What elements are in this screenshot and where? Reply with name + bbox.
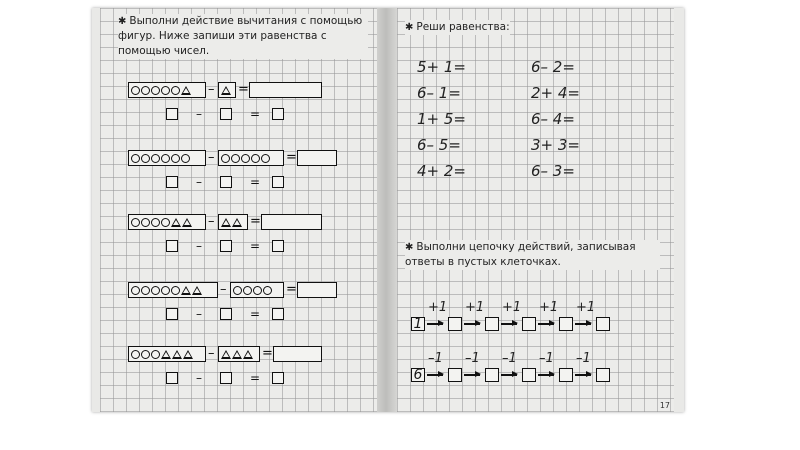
number-box-subtrahend bbox=[220, 240, 232, 252]
number-box-result bbox=[272, 176, 284, 188]
left-page bbox=[100, 8, 377, 412]
number-minus-sign: – bbox=[196, 307, 202, 321]
circle-shape-icon bbox=[141, 154, 150, 163]
circle-shape-icon bbox=[131, 154, 140, 163]
equals-sign: = bbox=[286, 150, 297, 165]
book-spine bbox=[377, 8, 397, 412]
number-box-subtrahend bbox=[220, 372, 232, 384]
number-minus-sign: – bbox=[196, 107, 202, 121]
subtrahend-figure-bar bbox=[218, 150, 284, 166]
circle-shape-icon bbox=[141, 286, 150, 295]
circle-shape-icon bbox=[251, 154, 260, 163]
number-box-minuend bbox=[166, 372, 178, 384]
chain-minus-arrow bbox=[538, 374, 554, 376]
number-minus-sign: – bbox=[196, 371, 202, 385]
circle-shape-icon bbox=[131, 350, 140, 359]
number-box-minuend bbox=[166, 308, 178, 320]
circle-shape-icon bbox=[261, 154, 270, 163]
circle-shape-icon bbox=[131, 286, 140, 295]
number-box-result bbox=[272, 372, 284, 384]
chain-minus-answer-box bbox=[596, 368, 610, 382]
circle-shape-icon bbox=[241, 154, 250, 163]
equals-sign: = bbox=[286, 282, 297, 297]
number-box-subtrahend bbox=[220, 176, 232, 188]
minuend-figure-bar bbox=[128, 282, 218, 298]
chain-minus-start-box: 6 bbox=[411, 368, 425, 382]
number-equals-sign: = bbox=[250, 175, 261, 189]
equation-left-4: 6– 5= bbox=[417, 136, 461, 154]
triangle-shape-icon bbox=[243, 350, 253, 359]
chain-plus-arrow bbox=[464, 323, 480, 325]
chain-plus-answer-box bbox=[559, 317, 573, 331]
number-box-minuend bbox=[166, 108, 178, 120]
right-page bbox=[397, 8, 674, 412]
circle-shape-icon bbox=[131, 86, 140, 95]
triangle-shape-icon bbox=[181, 286, 191, 295]
equation-left-1: 5+ 1= bbox=[417, 58, 466, 76]
number-minus-sign: – bbox=[196, 175, 202, 189]
subtrahend-figure-bar bbox=[218, 82, 236, 98]
equation-right-1: 6– 2= bbox=[531, 58, 575, 76]
circle-shape-icon bbox=[253, 286, 262, 295]
chain-plus-answer-box bbox=[522, 317, 536, 331]
circle-shape-icon bbox=[141, 86, 150, 95]
minuend-figure-bar bbox=[128, 150, 206, 166]
triangle-shape-icon bbox=[232, 350, 242, 359]
difference-answer-box bbox=[297, 282, 337, 298]
chain-plus-answer-box bbox=[448, 317, 462, 331]
right-task1-text: Реши равенства: bbox=[416, 21, 510, 33]
circle-shape-icon bbox=[171, 154, 180, 163]
circle-shape-icon bbox=[131, 218, 140, 227]
triangle-shape-icon bbox=[232, 218, 242, 227]
circle-shape-icon bbox=[161, 86, 170, 95]
circle-shape-icon bbox=[243, 286, 252, 295]
circle-shape-icon bbox=[151, 286, 160, 295]
chain-plus-answer-box bbox=[596, 317, 610, 331]
chain-minus-answer-box bbox=[522, 368, 536, 382]
triangle-shape-icon bbox=[221, 86, 231, 95]
chain-plus-operation-label: +1 bbox=[576, 300, 596, 315]
chain-minus-operation-label: –1 bbox=[576, 351, 591, 366]
difference-answer-box bbox=[249, 82, 322, 98]
circle-shape-icon bbox=[151, 350, 160, 359]
circle-shape-icon bbox=[161, 286, 170, 295]
chain-minus-arrow bbox=[575, 374, 591, 376]
chain-plus-operation-label: +1 bbox=[539, 300, 559, 315]
number-box-subtrahend bbox=[220, 308, 232, 320]
subtrahend-figure-bar bbox=[218, 346, 260, 362]
triangle-shape-icon bbox=[182, 218, 192, 227]
circle-shape-icon bbox=[221, 154, 230, 163]
subtrahend-figure-bar bbox=[218, 214, 248, 230]
minus-sign: – bbox=[208, 82, 215, 97]
equation-right-4: 3+ 3= bbox=[531, 136, 580, 154]
right-task1-instruction bbox=[405, 20, 510, 35]
star-bullet-icon: ✱ bbox=[118, 16, 127, 27]
triangle-shape-icon bbox=[183, 350, 193, 359]
chain-minus-operation-label: –1 bbox=[428, 351, 443, 366]
chain-minus-arrow bbox=[427, 374, 443, 376]
difference-answer-box bbox=[297, 150, 337, 166]
circle-shape-icon bbox=[151, 154, 160, 163]
chain-plus-arrow bbox=[501, 323, 517, 325]
triangle-shape-icon bbox=[181, 86, 191, 95]
minus-sign: – bbox=[208, 150, 215, 165]
circle-shape-icon bbox=[141, 350, 150, 359]
chain-plus-arrow bbox=[538, 323, 554, 325]
circle-shape-icon bbox=[233, 286, 242, 295]
circle-shape-icon bbox=[161, 218, 170, 227]
left-task-instruction bbox=[118, 14, 368, 59]
star-bullet-icon: ✱ bbox=[405, 242, 414, 253]
circle-shape-icon bbox=[263, 286, 272, 295]
circle-shape-icon bbox=[171, 86, 180, 95]
star-bullet-icon: ✱ bbox=[405, 22, 414, 33]
minuend-figure-bar bbox=[128, 82, 206, 98]
number-equals-sign: = bbox=[250, 371, 261, 385]
equation-right-5: 6– 3= bbox=[531, 162, 575, 180]
right-task2-instruction bbox=[405, 240, 660, 270]
workbook-spread bbox=[92, 8, 684, 412]
chain-minus-arrow bbox=[501, 374, 517, 376]
equation-right-3: 6– 4= bbox=[531, 110, 575, 128]
equation-right-2: 2+ 4= bbox=[531, 84, 580, 102]
left-task-text: Выполни действие вычитания с помощью фигур. Ниже запиши эти равенства с помощью чисел. bbox=[118, 15, 363, 57]
triangle-shape-icon bbox=[172, 350, 182, 359]
triangle-shape-icon bbox=[192, 286, 202, 295]
chain-minus-operation-label: –1 bbox=[502, 351, 517, 366]
chain-minus-answer-box bbox=[448, 368, 462, 382]
triangle-shape-icon bbox=[221, 218, 231, 227]
chain-minus-answer-box bbox=[559, 368, 573, 382]
circle-shape-icon bbox=[171, 286, 180, 295]
circle-shape-icon bbox=[151, 86, 160, 95]
chain-plus-operation-label: +1 bbox=[465, 300, 485, 315]
equation-left-3: 1+ 5= bbox=[417, 110, 466, 128]
equals-sign: = bbox=[238, 82, 249, 97]
minuend-figure-bar bbox=[128, 346, 206, 362]
circle-shape-icon bbox=[181, 154, 190, 163]
chain-minus-answer-box bbox=[485, 368, 499, 382]
chain-minus-arrow bbox=[464, 374, 480, 376]
number-minus-sign: – bbox=[196, 239, 202, 253]
chain-plus-operation-label: +1 bbox=[428, 300, 448, 315]
number-box-minuend bbox=[166, 240, 178, 252]
chain-minus-operation-label: –1 bbox=[465, 351, 480, 366]
equation-left-5: 4+ 2= bbox=[417, 162, 466, 180]
chain-plus-start-box: 1 bbox=[411, 317, 425, 331]
equation-left-2: 6– 1= bbox=[417, 84, 461, 102]
triangle-shape-icon bbox=[161, 350, 171, 359]
number-box-result bbox=[272, 240, 284, 252]
circle-shape-icon bbox=[151, 218, 160, 227]
equals-sign: = bbox=[262, 346, 273, 361]
circle-shape-icon bbox=[231, 154, 240, 163]
equals-sign: = bbox=[250, 214, 261, 229]
difference-answer-box bbox=[273, 346, 322, 362]
number-box-subtrahend bbox=[220, 108, 232, 120]
minus-sign: – bbox=[208, 214, 215, 229]
page-number: 17 bbox=[659, 401, 670, 410]
minuend-figure-bar bbox=[128, 214, 206, 230]
number-equals-sign: = bbox=[250, 107, 261, 121]
triangle-shape-icon bbox=[221, 350, 231, 359]
chain-plus-arrow bbox=[427, 323, 443, 325]
circle-shape-icon bbox=[161, 154, 170, 163]
circle-shape-icon bbox=[141, 218, 150, 227]
number-box-result bbox=[272, 308, 284, 320]
chain-minus-operation-label: –1 bbox=[539, 351, 554, 366]
number-equals-sign: = bbox=[250, 239, 261, 253]
triangle-shape-icon bbox=[171, 218, 181, 227]
chain-plus-arrow bbox=[575, 323, 591, 325]
minus-sign: – bbox=[208, 346, 215, 361]
right-task2-text: Выполни цепочку действий, записывая ответы в пустых клеточках. bbox=[405, 241, 636, 268]
difference-answer-box bbox=[261, 214, 322, 230]
chain-plus-answer-box bbox=[485, 317, 499, 331]
number-box-minuend bbox=[166, 176, 178, 188]
minus-sign: – bbox=[220, 282, 227, 297]
number-equals-sign: = bbox=[250, 307, 261, 321]
number-box-result bbox=[272, 108, 284, 120]
chain-plus-operation-label: +1 bbox=[502, 300, 522, 315]
subtrahend-figure-bar bbox=[230, 282, 284, 298]
